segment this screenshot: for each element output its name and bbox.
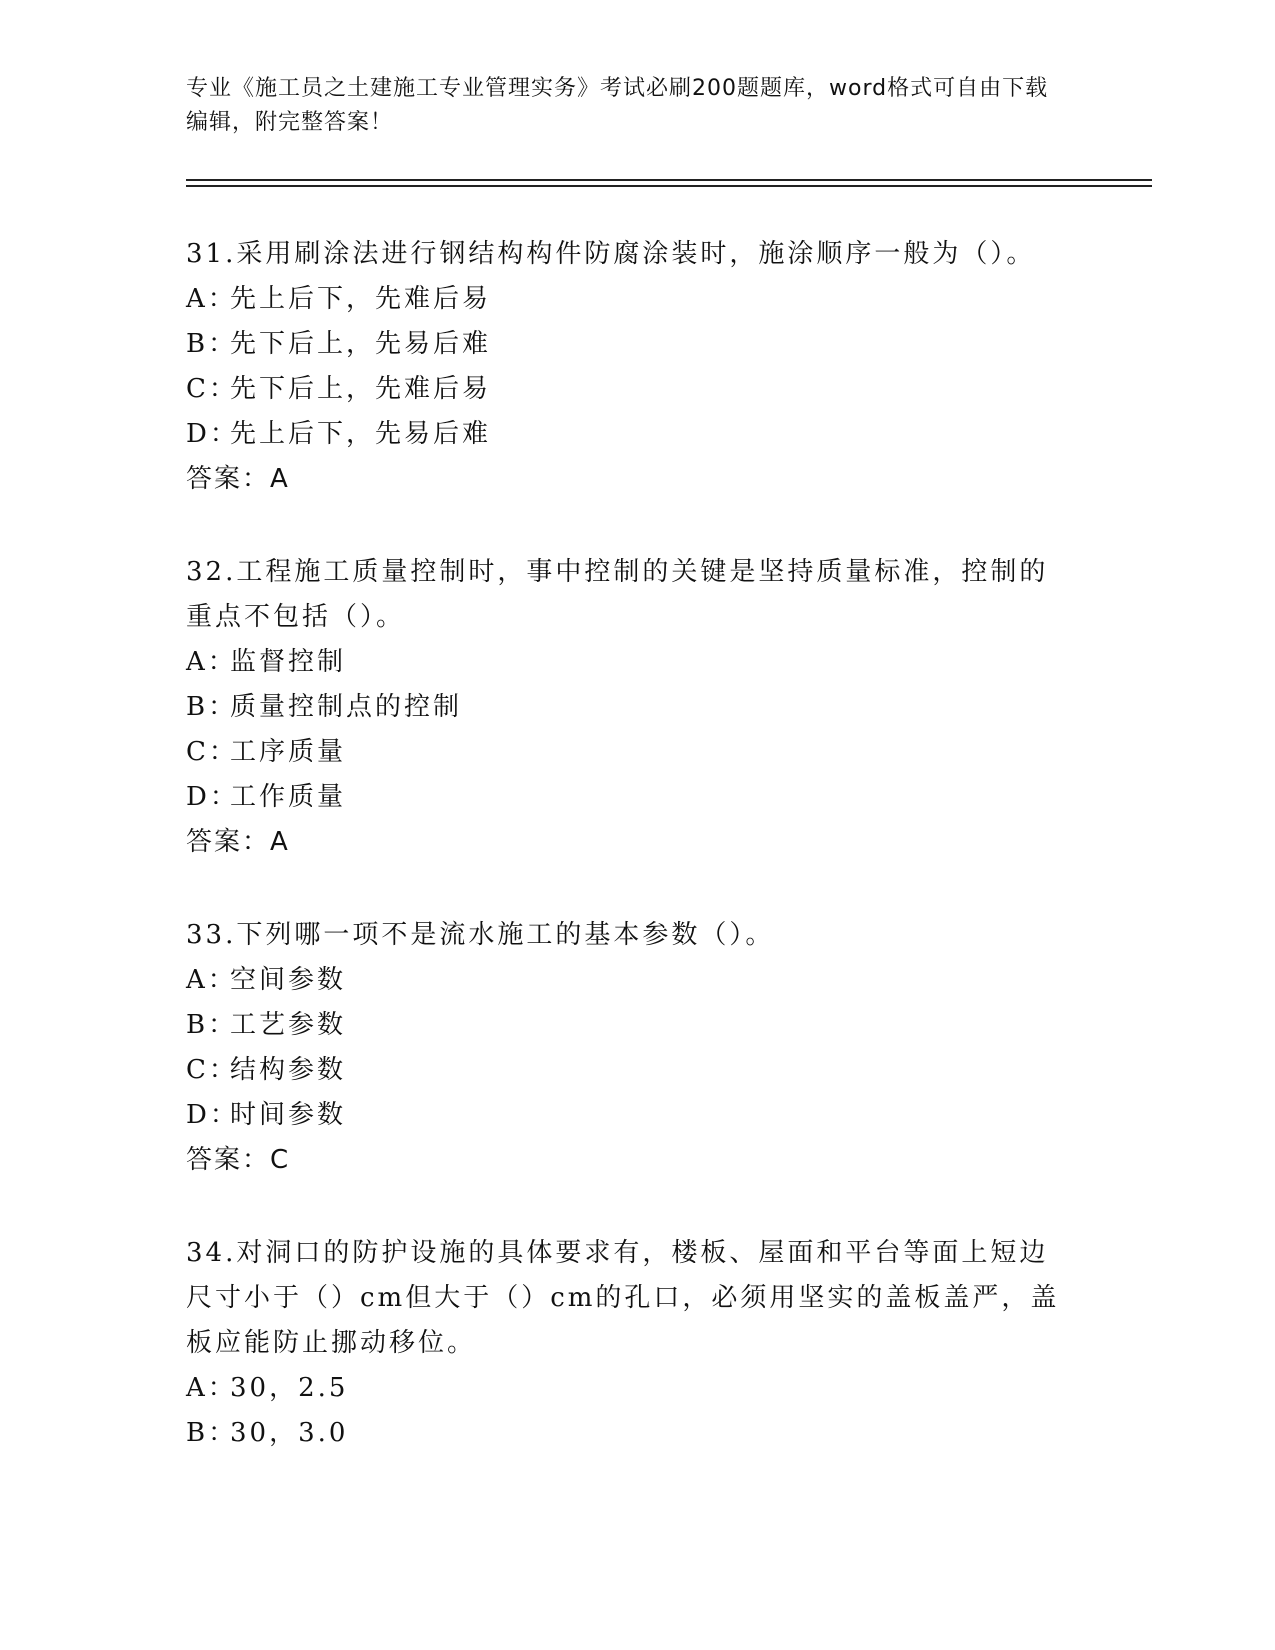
option-text: 结构参数 — [230, 1055, 347, 1085]
option-label: B： — [186, 329, 238, 359]
option-label: A： — [186, 284, 237, 314]
option-d — [186, 412, 1086, 457]
option-text: 先上后下，先易后难 — [230, 419, 492, 449]
question-31 — [186, 232, 1086, 502]
option-text: 空间参数 — [230, 965, 347, 995]
option-text: 30，3.0 — [230, 1418, 349, 1448]
question-stem: 31.采用刷涂法进行钢结构构件防腐涂装时，施涂顺序一般为（）。 — [186, 239, 1036, 269]
option-text: 质量控制点的控制 — [230, 692, 463, 722]
option-label: C： — [186, 1055, 238, 1085]
question-34 — [186, 1231, 1086, 1456]
option-b — [186, 685, 1086, 730]
option-label: A： — [186, 965, 237, 995]
option-d — [186, 1093, 1086, 1138]
header-divider-bottom — [186, 185, 1152, 187]
question-list — [186, 232, 1086, 1504]
answer-line: 答案：A — [186, 464, 290, 494]
option-a — [186, 277, 1086, 322]
answer-line: 答案：A — [186, 827, 290, 857]
option-b — [186, 1411, 1086, 1456]
option-label: B： — [186, 692, 238, 722]
option-label: A： — [186, 1373, 237, 1403]
option-text: 先下后上，先难后易 — [230, 374, 492, 404]
header-divider-top — [186, 179, 1152, 181]
option-d — [186, 775, 1086, 820]
option-a — [186, 958, 1086, 1003]
option-label: C： — [186, 374, 238, 404]
question-stem: 33.下列哪一项不是流水施工的基本参数（）。 — [186, 920, 775, 950]
option-text: 30，2.5 — [230, 1373, 349, 1403]
option-text: 工作质量 — [230, 782, 347, 812]
option-label: D： — [186, 1100, 239, 1130]
question-32 — [186, 550, 1086, 865]
answer-line: 答案：C — [186, 1145, 291, 1175]
option-b — [186, 1003, 1086, 1048]
option-text: 监督控制 — [230, 647, 347, 677]
option-b — [186, 322, 1086, 367]
option-label: D： — [186, 419, 239, 449]
option-a — [186, 640, 1086, 685]
option-a — [186, 1366, 1086, 1411]
option-text: 时间参数 — [230, 1100, 347, 1130]
option-label: C： — [186, 737, 238, 767]
document-header: 专业《施工员之土建施工专业管理实务》考试必刷200题题库，word格式可自由下载编辑，附完整答案！ — [186, 76, 1049, 135]
question-stem: 32.工程施工质量控制时，事中控制的关键是坚持质量标准，控制的重点不包括（）。 — [186, 557, 1049, 632]
option-label: A： — [186, 647, 237, 677]
option-c — [186, 730, 1086, 775]
option-text: 工序质量 — [230, 737, 347, 767]
question-33 — [186, 913, 1086, 1183]
question-stem: 34.对洞口的防护设施的具体要求有，楼板、屋面和平台等面上短边尺寸小于（）cm但大于（）cm的孔口，必须用坚实的盖板盖严，盖板应能防止挪动移位。 — [186, 1238, 1060, 1358]
option-c — [186, 367, 1086, 412]
option-label: B： — [186, 1010, 238, 1040]
option-label: D： — [186, 782, 239, 812]
option-text: 工艺参数 — [230, 1010, 347, 1040]
option-text: 先下后上，先易后难 — [230, 329, 492, 359]
option-text: 先上后下，先难后易 — [230, 284, 492, 314]
option-label: B： — [186, 1418, 238, 1448]
option-c — [186, 1048, 1086, 1093]
